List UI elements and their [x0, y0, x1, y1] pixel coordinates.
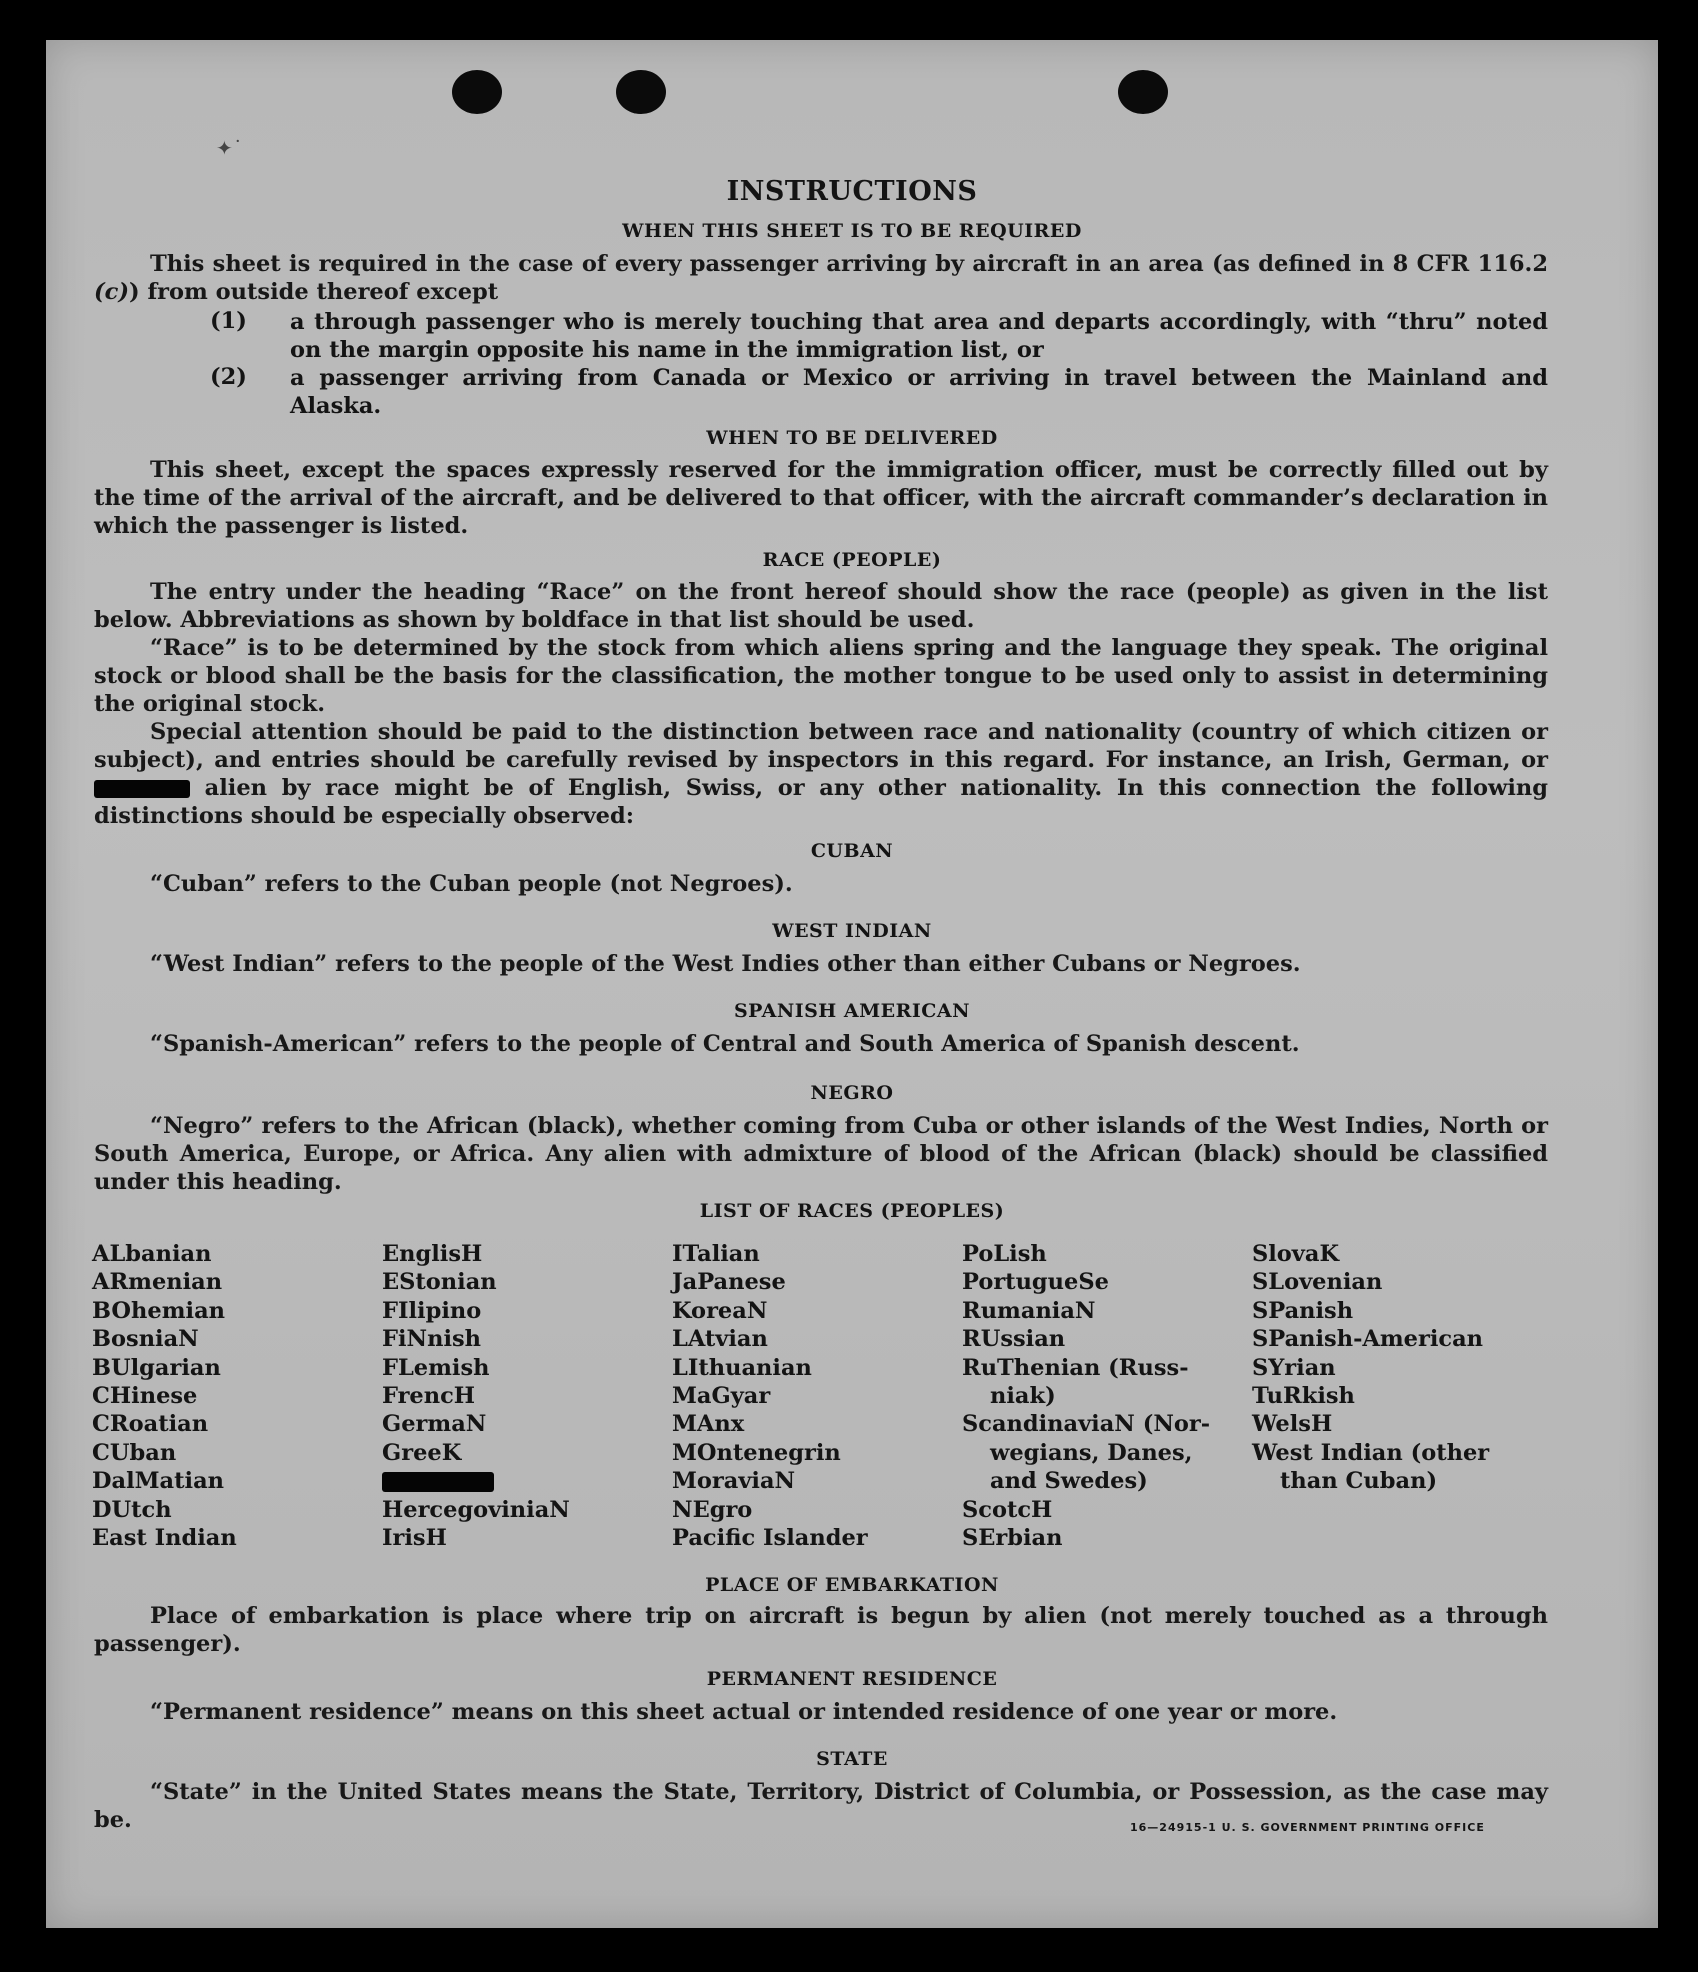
races-column-4 [962, 1240, 1210, 1552]
race-entry: and Swedes) [990, 1468, 1148, 1495]
race-entry: EStonian [382, 1269, 497, 1296]
races-column-5 [1252, 1240, 1489, 1496]
punch-hole [616, 70, 666, 114]
race-entry: PoLish [962, 1241, 1047, 1267]
race-entry: RumaniaN [962, 1297, 1096, 1324]
races-column-3 [672, 1240, 868, 1552]
state-text: “State” in the United States means the State, Territory, District of Columbia, or Possession, as the case may be. [94, 1779, 1548, 1833]
heading-list-of-races: LIST OF RACES (PEOPLES) [699, 1200, 1005, 1222]
race-entry: HercegoviniaN [382, 1496, 570, 1523]
race-entry: BosniaN [92, 1326, 199, 1353]
race-entry: BUlgarian [92, 1354, 221, 1381]
heading-permanent-residence: PERMANENT RESIDENCE [706, 1668, 998, 1690]
heading-embarkation: PLACE OF EMBARKATION [705, 1574, 999, 1596]
race-entry: SLovenian [1252, 1269, 1383, 1296]
item-text: a through passenger who is merely touching that area and departs accordingly, with “thru” noted on the margin opposite his name in the immigration list, or [290, 309, 1548, 363]
spanish-american-text: “Spanish-American” refers to the people of Central and South America of Spanish descent. [150, 1031, 1300, 1057]
race-entry: BOhemian [92, 1297, 226, 1324]
races-column-1 [92, 1240, 237, 1552]
heading-when-required: WHEN THIS SHEET IS TO BE REQUIRED [622, 220, 1082, 242]
race-entry: IrisH [382, 1525, 447, 1552]
race-entry: GermaN [382, 1411, 487, 1438]
paper-specks: ✦˙ [216, 136, 243, 160]
race-entry: FrencH [382, 1383, 476, 1410]
race-entry: SPanish-American [1252, 1326, 1484, 1353]
race-entry: DUtch [92, 1496, 172, 1523]
race-entry: EnglisH [382, 1241, 483, 1267]
race-entry: RUssian [962, 1326, 1066, 1353]
race-entry: FIlipino [382, 1297, 482, 1324]
race-entry: SlovaK [1252, 1241, 1340, 1267]
race-entry: LAtvian [672, 1326, 768, 1353]
negro-text: “Negro” refers to the African (black), whether coming from Cuba or other islands of the West Indies, North or South America, Europe, or Africa. Any alien with admixture of blood of the African (black) should be classified under this heading. [94, 1113, 1548, 1195]
race-entry: NEgro [672, 1496, 753, 1523]
race-entry: FLemish [382, 1354, 490, 1381]
race-entry: niak) [990, 1383, 1056, 1410]
punch-hole [1118, 70, 1168, 114]
race-paragraph-3: Special attention should be paid to the distinction between race and nationality (country of which citizen or subject), and entries should be carefully revised by inspectors in this regard. For instance, an Irish, German, or alien by race might be of English, Swiss, or any other nationality. In this connection the following distinctions should be especially observed: [94, 719, 1548, 829]
heading-when-delivered: WHEN TO BE DELIVERED [706, 427, 998, 449]
heading-west-indian: WEST INDIAN [772, 920, 932, 942]
race-entry: MaGyar [672, 1383, 771, 1410]
when-delivered-text: This sheet, except the spaces expressly reserved for the immigration officer, must be correctly filled out by the time of the arrival of the aircraft, and be delivered to that officer, with the aircraft commander’s declaration in which the passenger is listed. [94, 457, 1548, 539]
heading-race: RACE (PEOPLE) [762, 549, 942, 571]
race-entry: CHinese [92, 1383, 198, 1410]
race-entry: ITalian [672, 1241, 760, 1267]
race-entry: MoraviaN [672, 1468, 796, 1495]
race-entry: East Indian [92, 1525, 237, 1552]
race-entry: JaPanese [672, 1269, 786, 1296]
race-entry: LIthuanian [672, 1354, 812, 1381]
race-entry: ARmenian [92, 1269, 223, 1296]
race-entry: Pacific Islander [672, 1525, 868, 1552]
heading-negro: NEGRO [810, 1082, 894, 1104]
heading-state: STATE [816, 1748, 888, 1770]
race-entry-redacted [382, 1467, 570, 1495]
race-entry: SYrian [1252, 1354, 1336, 1381]
race-entry: FiNnish [382, 1326, 482, 1353]
cuban-text: “Cuban” refers to the Cuban people (not Negroes). [150, 871, 793, 897]
race-entry: CRoatian [92, 1411, 209, 1438]
when-required-intro: This sheet is required in the case of every passenger arriving by aircraft in an area (as defined in 8 CFR 116.2 (c)) from outside thereof except [94, 251, 1548, 305]
race-entry: PortugueSe [962, 1269, 1109, 1296]
race-entry: ScandinaviaN (Nor- [962, 1411, 1211, 1438]
document-page [46, 40, 1658, 1928]
heading-cuban: CUBAN [810, 840, 894, 862]
race-entry: MAnx [672, 1411, 745, 1438]
race-entry: GreeK [382, 1439, 462, 1466]
punch-hole [452, 70, 502, 114]
race-entry: TuRkish [1252, 1383, 1355, 1410]
race-entry: WelsH [1252, 1411, 1333, 1438]
page-title: INSTRUCTIONS [726, 176, 978, 207]
printing-office-imprint: 16—24915-1 U. S. GOVERNMENT PRINTING OFFICE [1130, 1821, 1485, 1834]
race-entry: wegians, Danes, [990, 1439, 1193, 1466]
race-entry: SErbian [962, 1525, 1063, 1552]
race-paragraph-1: The entry under the heading “Race” on the front hereof should show the race (people) as given in the list below. Abbreviations as shown by boldface in that list should be used. [94, 579, 1548, 633]
race-entry: ALbanian [92, 1241, 212, 1267]
residence-text: “Permanent residence” means on this sheet actual or intended residence of one year or more. [150, 1699, 1338, 1725]
race-entry: West Indian (other [1252, 1439, 1490, 1466]
item-text: a passenger arriving from Canada or Mexico or arriving in travel between the Mainland and Alaska. [290, 365, 1548, 419]
race-entry: DalMatian [92, 1468, 225, 1495]
race-entry: SPanish [1252, 1297, 1354, 1324]
race-entry: ScotcH [962, 1496, 1053, 1523]
race-entry: RuThenian (Russ- [962, 1354, 1189, 1381]
west-indian-text: “West Indian” refers to the people of the West Indies other than either Cubans or Negroes. [150, 951, 1301, 977]
race-entry: than Cuban) [1280, 1468, 1438, 1495]
item-number: (2) [210, 364, 247, 390]
redaction-mark [94, 780, 190, 798]
race-entry: MOntenegrin [672, 1439, 841, 1466]
redaction-mark [382, 1472, 494, 1492]
race-paragraph-2: “Race” is to be determined by the stock from which aliens spring and the language they speak. The original stock or blood shall be the basis for the classification, the mother tongue to be used only to assist in determining the original stock. [94, 635, 1548, 717]
heading-spanish-american: SPANISH AMERICAN [733, 1000, 971, 1022]
embarkation-text: Place of embarkation is place where trip on aircraft is begun by alien (not merely touched as a through passenger). [94, 1603, 1548, 1657]
races-column-2 [382, 1240, 570, 1552]
item-number: (1) [210, 308, 247, 334]
race-entry: CUban [92, 1439, 177, 1466]
race-entry: KoreaN [672, 1297, 768, 1324]
